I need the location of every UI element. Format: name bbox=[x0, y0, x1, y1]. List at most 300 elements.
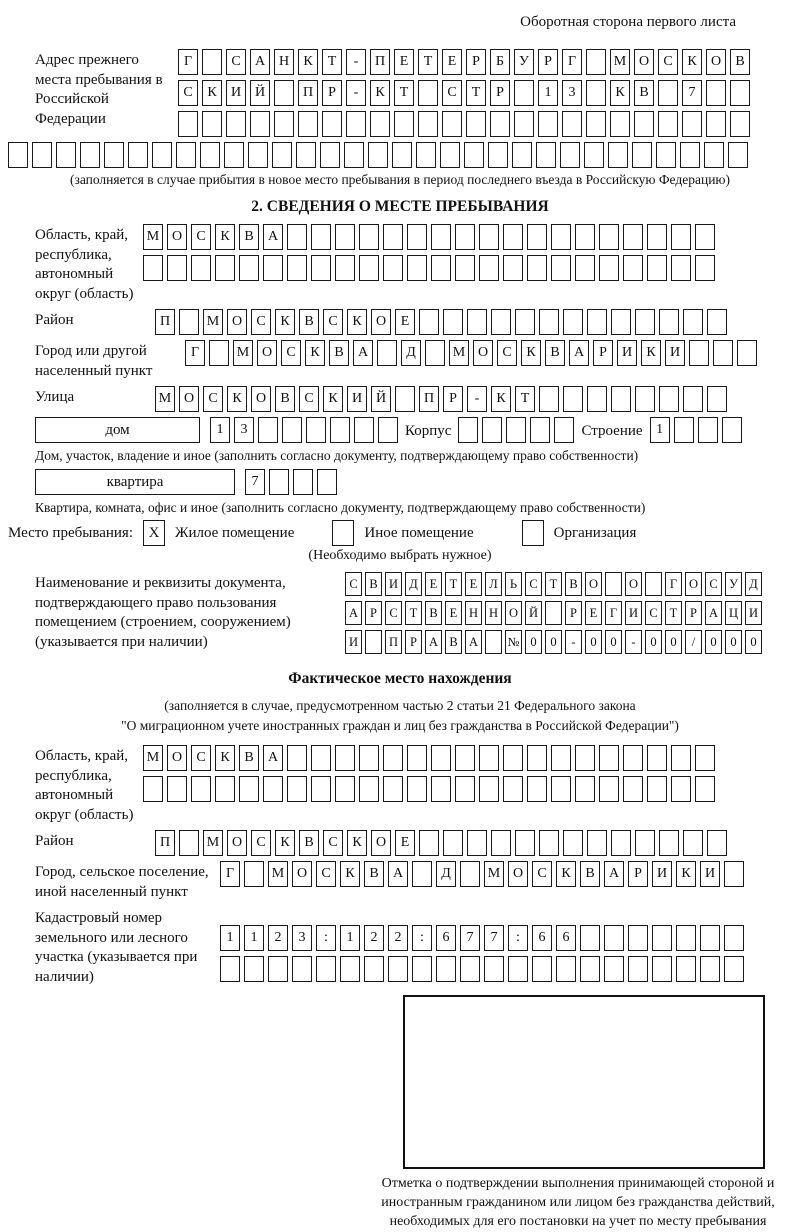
char-cell[interactable] bbox=[724, 956, 744, 982]
char-cell[interactable] bbox=[224, 142, 244, 168]
char-cell[interactable] bbox=[676, 956, 696, 982]
char-cell[interactable]: К bbox=[521, 340, 541, 366]
char-cell[interactable]: Й bbox=[371, 386, 391, 412]
char-cell[interactable] bbox=[191, 776, 211, 802]
char-cell[interactable] bbox=[676, 925, 696, 951]
char-cell[interactable] bbox=[274, 80, 294, 106]
char-cell[interactable] bbox=[551, 745, 571, 771]
char-cell[interactable] bbox=[527, 255, 547, 281]
char-cell[interactable]: : bbox=[316, 925, 336, 951]
char-cell[interactable]: С bbox=[385, 601, 402, 625]
char-cell[interactable]: С bbox=[178, 80, 198, 106]
char-cell[interactable]: О bbox=[371, 309, 391, 335]
char-cell[interactable] bbox=[143, 776, 163, 802]
char-cell[interactable] bbox=[532, 956, 552, 982]
char-cell[interactable]: : bbox=[508, 925, 528, 951]
char-cell[interactable]: Т bbox=[545, 572, 562, 596]
char-cell[interactable]: 2 bbox=[388, 925, 408, 951]
char-cell[interactable]: - bbox=[565, 630, 582, 654]
char-cell[interactable]: 0 bbox=[585, 630, 602, 654]
char-cell[interactable] bbox=[551, 255, 571, 281]
char-cell[interactable] bbox=[545, 601, 562, 625]
char-cell[interactable]: М bbox=[268, 861, 288, 887]
char-cell[interactable]: С bbox=[525, 572, 542, 596]
char-cell[interactable] bbox=[560, 142, 580, 168]
char-cell[interactable] bbox=[587, 830, 607, 856]
char-cell[interactable] bbox=[316, 956, 336, 982]
char-cell[interactable]: Т bbox=[418, 49, 438, 75]
char-cell[interactable] bbox=[104, 142, 124, 168]
char-cell[interactable]: Л bbox=[485, 572, 502, 596]
char-cell[interactable] bbox=[431, 224, 451, 250]
char-cell[interactable] bbox=[652, 956, 672, 982]
char-cell[interactable] bbox=[200, 142, 220, 168]
char-cell[interactable]: С bbox=[345, 572, 362, 596]
char-cell[interactable]: А bbox=[569, 340, 589, 366]
char-cell[interactable] bbox=[460, 956, 480, 982]
char-cell[interactable] bbox=[298, 111, 318, 137]
char-cell[interactable] bbox=[244, 861, 264, 887]
char-cell[interactable] bbox=[202, 111, 222, 137]
char-cell[interactable] bbox=[455, 776, 475, 802]
char-cell[interactable] bbox=[586, 111, 606, 137]
char-cell[interactable] bbox=[704, 142, 724, 168]
char-cell[interactable] bbox=[737, 340, 757, 366]
char-cell[interactable] bbox=[442, 111, 462, 137]
char-cell[interactable] bbox=[179, 309, 199, 335]
char-cell[interactable] bbox=[634, 111, 654, 137]
char-cell[interactable]: 1 bbox=[650, 417, 670, 443]
char-cell[interactable]: С bbox=[191, 224, 211, 250]
char-cell[interactable] bbox=[635, 309, 655, 335]
char-cell[interactable]: И bbox=[345, 630, 362, 654]
char-cell[interactable] bbox=[419, 830, 439, 856]
char-cell[interactable] bbox=[440, 142, 460, 168]
char-cell[interactable] bbox=[80, 142, 100, 168]
char-cell[interactable]: М bbox=[143, 224, 163, 250]
char-cell[interactable] bbox=[647, 255, 667, 281]
char-cell[interactable] bbox=[628, 956, 648, 982]
char-cell[interactable]: К bbox=[227, 386, 247, 412]
char-cell[interactable]: Г bbox=[665, 572, 682, 596]
char-cell[interactable]: К bbox=[682, 49, 702, 75]
char-cell[interactable] bbox=[506, 417, 526, 443]
char-cell[interactable]: О bbox=[292, 861, 312, 887]
char-cell[interactable] bbox=[335, 745, 355, 771]
char-cell[interactable]: О bbox=[706, 49, 726, 75]
char-cell[interactable] bbox=[263, 776, 283, 802]
char-cell[interactable] bbox=[335, 224, 355, 250]
char-cell[interactable] bbox=[562, 111, 582, 137]
char-cell[interactable]: 6 bbox=[436, 925, 456, 951]
char-cell[interactable] bbox=[287, 224, 307, 250]
char-cell[interactable] bbox=[706, 111, 726, 137]
char-cell[interactable]: Р bbox=[538, 49, 558, 75]
char-cell[interactable] bbox=[599, 776, 619, 802]
char-cell[interactable] bbox=[436, 956, 456, 982]
char-cell[interactable]: / bbox=[685, 630, 702, 654]
char-cell[interactable] bbox=[700, 925, 720, 951]
char-cell[interactable]: Р bbox=[565, 601, 582, 625]
char-cell[interactable]: В bbox=[545, 340, 565, 366]
char-cell[interactable]: Е bbox=[395, 830, 415, 856]
char-cell[interactable] bbox=[317, 469, 337, 495]
char-cell[interactable]: У bbox=[725, 572, 742, 596]
char-cell[interactable] bbox=[695, 745, 715, 771]
char-cell[interactable] bbox=[431, 745, 451, 771]
char-cell[interactable]: 0 bbox=[605, 630, 622, 654]
char-cell[interactable]: М bbox=[610, 49, 630, 75]
char-cell[interactable]: И bbox=[745, 601, 762, 625]
char-cell[interactable]: С bbox=[299, 386, 319, 412]
char-cell[interactable]: 2 bbox=[364, 925, 384, 951]
char-cell[interactable] bbox=[311, 745, 331, 771]
char-cell[interactable]: Д bbox=[405, 572, 422, 596]
char-cell[interactable] bbox=[647, 776, 667, 802]
char-cell[interactable]: 3 bbox=[562, 80, 582, 106]
char-cell[interactable] bbox=[431, 255, 451, 281]
char-cell[interactable] bbox=[407, 776, 427, 802]
char-cell[interactable] bbox=[623, 776, 643, 802]
char-cell[interactable]: В bbox=[634, 80, 654, 106]
char-cell[interactable]: С bbox=[323, 830, 343, 856]
char-cell[interactable]: С bbox=[203, 386, 223, 412]
char-cell[interactable] bbox=[586, 49, 606, 75]
char-cell[interactable]: 7 bbox=[245, 469, 265, 495]
char-cell[interactable]: С bbox=[281, 340, 301, 366]
char-cell[interactable]: С bbox=[497, 340, 517, 366]
char-cell[interactable] bbox=[632, 142, 652, 168]
char-cell[interactable] bbox=[706, 80, 726, 106]
char-cell[interactable]: Е bbox=[425, 572, 442, 596]
char-cell[interactable] bbox=[485, 630, 502, 654]
char-cell[interactable]: С bbox=[532, 861, 552, 887]
char-cell[interactable]: К bbox=[641, 340, 661, 366]
char-cell[interactable]: Е bbox=[394, 49, 414, 75]
char-cell[interactable] bbox=[656, 142, 676, 168]
char-cell[interactable] bbox=[215, 776, 235, 802]
char-cell[interactable] bbox=[293, 469, 313, 495]
char-cell[interactable] bbox=[659, 309, 679, 335]
char-cell[interactable] bbox=[680, 142, 700, 168]
char-cell[interactable] bbox=[466, 111, 486, 137]
char-cell[interactable] bbox=[359, 255, 379, 281]
char-cell[interactable] bbox=[248, 142, 268, 168]
char-cell[interactable]: А bbox=[263, 745, 283, 771]
char-cell[interactable] bbox=[623, 745, 643, 771]
char-cell[interactable]: К bbox=[323, 386, 343, 412]
char-cell[interactable] bbox=[292, 956, 312, 982]
char-cell[interactable] bbox=[623, 224, 643, 250]
char-cell[interactable] bbox=[368, 142, 388, 168]
char-cell[interactable]: М bbox=[484, 861, 504, 887]
char-cell[interactable]: О bbox=[227, 309, 247, 335]
char-cell[interactable]: 6 bbox=[556, 925, 576, 951]
char-cell[interactable]: И bbox=[226, 80, 246, 106]
char-cell[interactable] bbox=[623, 255, 643, 281]
char-cell[interactable]: В bbox=[299, 830, 319, 856]
char-cell[interactable]: Г bbox=[220, 861, 240, 887]
char-cell[interactable] bbox=[176, 142, 196, 168]
char-cell[interactable]: Е bbox=[395, 309, 415, 335]
char-cell[interactable] bbox=[467, 309, 487, 335]
char-cell[interactable] bbox=[239, 255, 259, 281]
char-cell[interactable] bbox=[178, 111, 198, 137]
char-cell[interactable] bbox=[491, 830, 511, 856]
char-cell[interactable] bbox=[258, 417, 278, 443]
char-cell[interactable] bbox=[563, 309, 583, 335]
char-cell[interactable] bbox=[515, 830, 535, 856]
char-cell[interactable]: К bbox=[275, 830, 295, 856]
char-cell[interactable] bbox=[383, 776, 403, 802]
char-cell[interactable]: П bbox=[298, 80, 318, 106]
char-cell[interactable] bbox=[728, 142, 748, 168]
char-cell[interactable]: В bbox=[275, 386, 295, 412]
char-cell[interactable] bbox=[244, 956, 264, 982]
char-cell[interactable] bbox=[226, 111, 246, 137]
stay-option-checkbox-org[interactable] bbox=[522, 520, 544, 546]
char-cell[interactable] bbox=[392, 142, 412, 168]
char-cell[interactable] bbox=[287, 255, 307, 281]
char-cell[interactable]: Р bbox=[405, 630, 422, 654]
char-cell[interactable]: О bbox=[473, 340, 493, 366]
char-cell[interactable] bbox=[419, 309, 439, 335]
char-cell[interactable] bbox=[503, 255, 523, 281]
char-cell[interactable]: К bbox=[347, 309, 367, 335]
char-cell[interactable]: И bbox=[652, 861, 672, 887]
char-cell[interactable]: 0 bbox=[545, 630, 562, 654]
char-cell[interactable]: С bbox=[251, 830, 271, 856]
char-cell[interactable]: Г bbox=[178, 49, 198, 75]
char-cell[interactable]: Д bbox=[436, 861, 456, 887]
char-cell[interactable]: В bbox=[329, 340, 349, 366]
char-cell[interactable]: П bbox=[155, 830, 175, 856]
char-cell[interactable]: Ь bbox=[505, 572, 522, 596]
char-cell[interactable] bbox=[8, 142, 28, 168]
char-cell[interactable] bbox=[464, 142, 484, 168]
char-cell[interactable]: М bbox=[233, 340, 253, 366]
char-cell[interactable] bbox=[604, 925, 624, 951]
char-cell[interactable]: И bbox=[665, 340, 685, 366]
char-cell[interactable] bbox=[508, 956, 528, 982]
char-cell[interactable] bbox=[575, 776, 595, 802]
char-cell[interactable] bbox=[551, 776, 571, 802]
char-cell[interactable] bbox=[683, 386, 703, 412]
char-cell[interactable] bbox=[503, 224, 523, 250]
char-cell[interactable]: Н bbox=[485, 601, 502, 625]
char-cell[interactable]: Р bbox=[365, 601, 382, 625]
char-cell[interactable] bbox=[311, 224, 331, 250]
char-cell[interactable]: О bbox=[634, 49, 654, 75]
char-cell[interactable]: В bbox=[239, 224, 259, 250]
char-cell[interactable] bbox=[412, 956, 432, 982]
char-cell[interactable]: А bbox=[345, 601, 362, 625]
char-cell[interactable] bbox=[698, 417, 718, 443]
char-cell[interactable] bbox=[689, 340, 709, 366]
char-cell[interactable] bbox=[272, 142, 292, 168]
char-cell[interactable] bbox=[365, 630, 382, 654]
char-cell[interactable] bbox=[652, 925, 672, 951]
char-cell[interactable]: Т bbox=[665, 601, 682, 625]
char-cell[interactable] bbox=[724, 925, 744, 951]
char-cell[interactable]: А bbox=[250, 49, 270, 75]
char-cell[interactable]: С bbox=[226, 49, 246, 75]
char-cell[interactable] bbox=[707, 830, 727, 856]
char-cell[interactable] bbox=[335, 776, 355, 802]
char-cell[interactable]: О bbox=[585, 572, 602, 596]
char-cell[interactable]: Й bbox=[250, 80, 270, 106]
char-cell[interactable] bbox=[658, 111, 678, 137]
char-cell[interactable]: Р bbox=[322, 80, 342, 106]
char-cell[interactable] bbox=[354, 417, 374, 443]
char-cell[interactable]: : bbox=[412, 925, 432, 951]
char-cell[interactable] bbox=[479, 224, 499, 250]
char-cell[interactable] bbox=[599, 745, 619, 771]
char-cell[interactable] bbox=[635, 830, 655, 856]
char-cell[interactable]: О bbox=[227, 830, 247, 856]
char-cell[interactable] bbox=[659, 386, 679, 412]
char-cell[interactable] bbox=[460, 861, 480, 887]
char-cell[interactable] bbox=[239, 776, 259, 802]
char-cell[interactable] bbox=[527, 776, 547, 802]
char-cell[interactable] bbox=[539, 309, 559, 335]
char-cell[interactable]: Й bbox=[525, 601, 542, 625]
char-cell[interactable] bbox=[599, 224, 619, 250]
char-cell[interactable]: К bbox=[347, 830, 367, 856]
char-cell[interactable] bbox=[340, 956, 360, 982]
char-cell[interactable]: О bbox=[625, 572, 642, 596]
char-cell[interactable] bbox=[431, 776, 451, 802]
char-cell[interactable] bbox=[605, 572, 622, 596]
char-cell[interactable]: С bbox=[251, 309, 271, 335]
char-cell[interactable]: О bbox=[508, 861, 528, 887]
char-cell[interactable]: 1 bbox=[340, 925, 360, 951]
char-cell[interactable]: - bbox=[346, 80, 366, 106]
char-cell[interactable]: О bbox=[251, 386, 271, 412]
char-cell[interactable] bbox=[407, 745, 427, 771]
char-cell[interactable] bbox=[418, 80, 438, 106]
char-cell[interactable] bbox=[179, 830, 199, 856]
char-cell[interactable]: М bbox=[203, 830, 223, 856]
char-cell[interactable]: 0 bbox=[645, 630, 662, 654]
char-cell[interactable] bbox=[418, 111, 438, 137]
char-cell[interactable] bbox=[563, 830, 583, 856]
char-cell[interactable]: С bbox=[645, 601, 662, 625]
char-cell[interactable] bbox=[479, 255, 499, 281]
char-cell[interactable] bbox=[311, 776, 331, 802]
char-cell[interactable] bbox=[287, 745, 307, 771]
char-cell[interactable]: С bbox=[323, 309, 343, 335]
char-cell[interactable] bbox=[707, 309, 727, 335]
char-cell[interactable] bbox=[335, 255, 355, 281]
char-cell[interactable] bbox=[512, 142, 532, 168]
char-cell[interactable]: В bbox=[565, 572, 582, 596]
char-cell[interactable] bbox=[556, 956, 576, 982]
char-cell[interactable] bbox=[377, 340, 397, 366]
char-cell[interactable]: А bbox=[465, 630, 482, 654]
char-cell[interactable]: Т bbox=[445, 572, 462, 596]
char-cell[interactable] bbox=[296, 142, 316, 168]
char-cell[interactable]: Р bbox=[685, 601, 702, 625]
char-cell[interactable] bbox=[282, 417, 302, 443]
char-cell[interactable]: О bbox=[505, 601, 522, 625]
char-cell[interactable]: 2 bbox=[268, 925, 288, 951]
char-cell[interactable]: С bbox=[316, 861, 336, 887]
char-cell[interactable] bbox=[425, 340, 445, 366]
char-cell[interactable]: В bbox=[239, 745, 259, 771]
char-cell[interactable] bbox=[658, 80, 678, 106]
char-cell[interactable]: Н bbox=[465, 601, 482, 625]
char-cell[interactable] bbox=[730, 111, 750, 137]
stay-option-checkbox-zhiloe[interactable]: X bbox=[143, 520, 165, 546]
char-cell[interactable] bbox=[503, 776, 523, 802]
char-cell[interactable]: Б bbox=[490, 49, 510, 75]
char-cell[interactable] bbox=[383, 224, 403, 250]
char-cell[interactable]: В bbox=[580, 861, 600, 887]
char-cell[interactable] bbox=[359, 776, 379, 802]
char-cell[interactable]: Р bbox=[466, 49, 486, 75]
char-cell[interactable] bbox=[575, 745, 595, 771]
char-cell[interactable] bbox=[587, 309, 607, 335]
char-cell[interactable] bbox=[479, 745, 499, 771]
stay-option-checkbox-inoe[interactable] bbox=[332, 520, 354, 546]
char-cell[interactable]: К bbox=[491, 386, 511, 412]
char-cell[interactable] bbox=[530, 417, 550, 443]
char-cell[interactable]: О bbox=[371, 830, 391, 856]
char-cell[interactable] bbox=[608, 142, 628, 168]
char-cell[interactable]: А bbox=[353, 340, 373, 366]
char-cell[interactable]: Г bbox=[185, 340, 205, 366]
char-cell[interactable] bbox=[682, 111, 702, 137]
char-cell[interactable]: 7 bbox=[682, 80, 702, 106]
char-cell[interactable]: А bbox=[705, 601, 722, 625]
char-cell[interactable]: Е bbox=[442, 49, 462, 75]
char-cell[interactable]: - bbox=[346, 49, 366, 75]
char-cell[interactable]: 0 bbox=[705, 630, 722, 654]
char-cell[interactable] bbox=[587, 386, 607, 412]
char-cell[interactable] bbox=[580, 925, 600, 951]
char-cell[interactable]: Р bbox=[490, 80, 510, 106]
char-cell[interactable] bbox=[647, 745, 667, 771]
char-cell[interactable] bbox=[263, 255, 283, 281]
char-cell[interactable] bbox=[724, 861, 744, 887]
char-cell[interactable] bbox=[443, 830, 463, 856]
char-cell[interactable] bbox=[539, 830, 559, 856]
char-cell[interactable]: К bbox=[215, 224, 235, 250]
char-cell[interactable] bbox=[250, 111, 270, 137]
char-cell[interactable] bbox=[383, 745, 403, 771]
char-cell[interactable] bbox=[707, 386, 727, 412]
char-cell[interactable] bbox=[722, 417, 742, 443]
char-cell[interactable]: И bbox=[625, 601, 642, 625]
char-cell[interactable]: К bbox=[556, 861, 576, 887]
char-cell[interactable] bbox=[514, 80, 534, 106]
char-cell[interactable] bbox=[536, 142, 556, 168]
char-cell[interactable]: К bbox=[676, 861, 696, 887]
char-cell[interactable]: 1 bbox=[244, 925, 264, 951]
char-cell[interactable] bbox=[479, 776, 499, 802]
char-cell[interactable]: Т bbox=[466, 80, 486, 106]
char-cell[interactable]: Г bbox=[605, 601, 622, 625]
char-cell[interactable] bbox=[484, 956, 504, 982]
char-cell[interactable] bbox=[191, 255, 211, 281]
char-cell[interactable] bbox=[220, 956, 240, 982]
char-cell[interactable]: - bbox=[625, 630, 642, 654]
char-cell[interactable] bbox=[383, 255, 403, 281]
char-cell[interactable] bbox=[167, 776, 187, 802]
char-cell[interactable] bbox=[306, 417, 326, 443]
char-cell[interactable]: П bbox=[385, 630, 402, 654]
